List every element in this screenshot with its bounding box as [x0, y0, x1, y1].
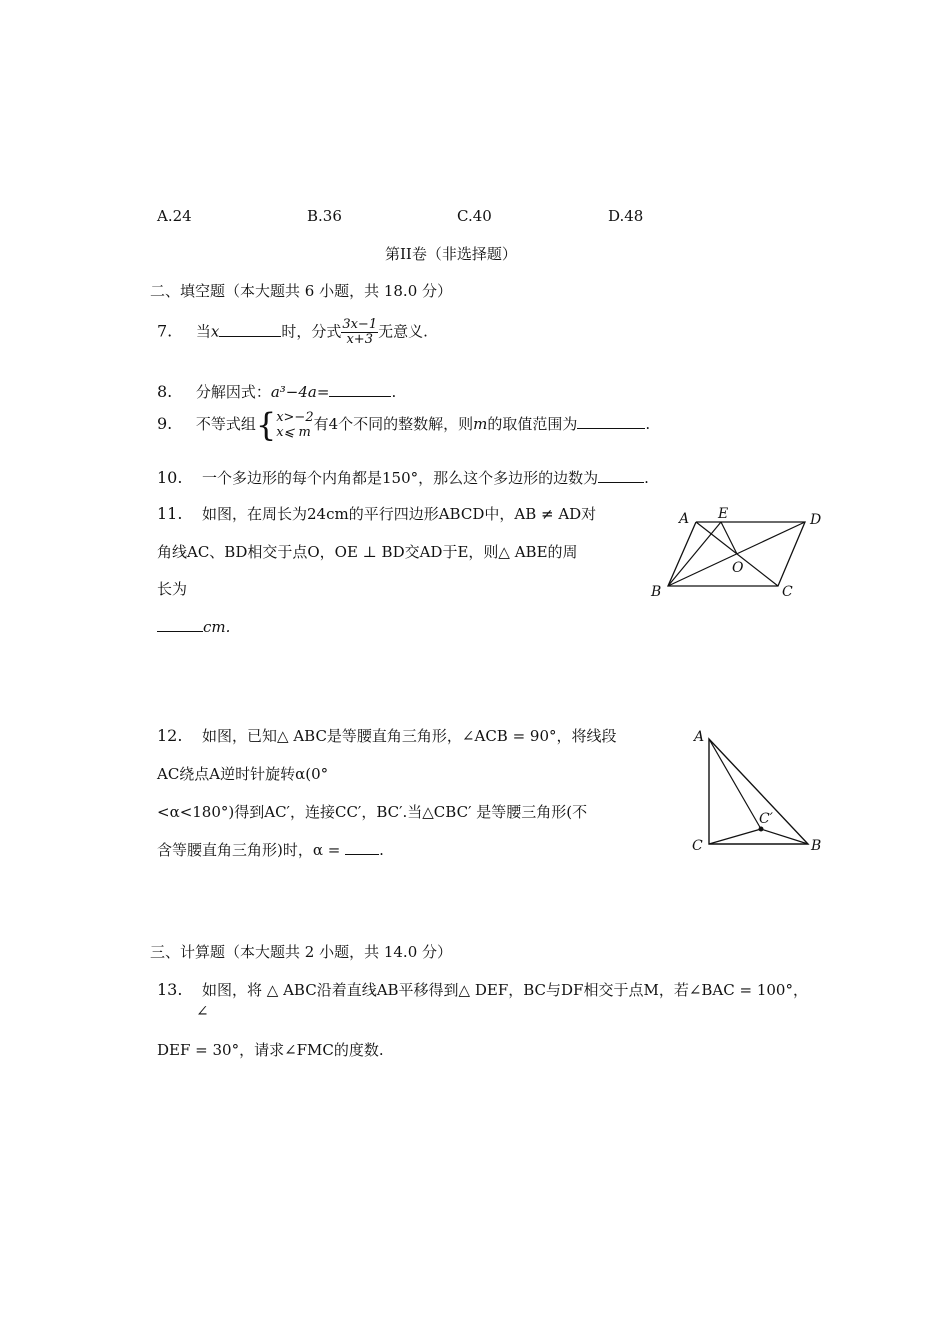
q12-label-a: A [694, 729, 705, 745]
q12-line2: AC绕点A逆时针旋转α(0° [157, 765, 329, 783]
q12-segment-ac2 [709, 739, 761, 829]
section3-heading: 三、计算题（本大题共 2 小题，共 14.0 分） [150, 943, 453, 961]
q10-number: 10. [157, 468, 183, 487]
q9-line1: x>−2 [276, 410, 314, 425]
q9-number: 9. [157, 414, 173, 433]
q12-line4 [157, 839, 384, 860]
question-7 [157, 318, 428, 347]
q8-number: 8. [157, 382, 173, 401]
q12-line1: 如图，已知△ ABC是等腰直角三角形，∠ACB = 90°，将线段 [202, 727, 617, 745]
q9-brace: { [255, 406, 277, 444]
option-c: C.40 [457, 207, 492, 225]
q12-label-c: C [692, 838, 703, 854]
q11-unit: cm. [203, 618, 231, 636]
q11-line2: 角线AC、BD相交于点O，OE ⊥ BD交AD于E，则△ ABE的周 [157, 543, 578, 561]
q7-numerator: 3x−1 [342, 317, 378, 332]
q11-label-b: B [651, 584, 662, 600]
option-d: D.48 [608, 207, 644, 225]
q12-point-c2 [759, 827, 764, 832]
q9-line2: x⩽ m [276, 425, 311, 440]
q11-line3: 长为 [157, 580, 188, 598]
q9-text-a: 不等式组 [195, 415, 256, 433]
part2-title: 第II卷（非选择题） [385, 245, 517, 263]
q12-label-c-prime: C′ [759, 811, 773, 827]
q8-text: 分解因式： [195, 383, 271, 401]
q11-label-a: A [679, 511, 690, 527]
q9-text-b: 有4个不同的整数解，则 [313, 415, 474, 433]
q11-answer-blank[interactable] [157, 617, 203, 632]
q7-denominator: x+3 [346, 332, 373, 347]
q11-number: 11. [157, 504, 183, 523]
q12-line3: <α<180°)得到AC′，连接CC′，BC′.当△CBC′ 是等腰三角形(不 [157, 803, 588, 821]
q10-text: 一个多边形的每个内角都是150°，那么这个多边形的边数为 [202, 469, 599, 487]
q7-var: x [210, 322, 220, 341]
q7-text-c: 无意义. [378, 322, 428, 341]
q13-number: 13. [157, 980, 183, 999]
question-9 [157, 406, 651, 444]
q13-line1-wrap: ∠ [196, 1002, 209, 1020]
q9-end: . [645, 415, 651, 433]
q7-text-a: 当 [195, 322, 211, 341]
question-10 [157, 467, 649, 488]
question-8 [157, 381, 396, 402]
q11-segment-be [668, 522, 721, 586]
q12-line4-text: 含等腰直角三角形)时，α = [157, 841, 346, 859]
q12-triangle-figure [685, 722, 835, 862]
q11-label-o: O [732, 560, 744, 576]
q7-text-b: 时，分式 [281, 322, 342, 341]
q12-answer-blank[interactable] [345, 840, 379, 855]
q12-end: . [379, 841, 384, 859]
q7-answer-blank[interactable] [219, 322, 281, 337]
q13-line1: 如图，将 △ ABC沿着直线AB平移得到△ DEF，BC与DF相交于点M，若∠BAC = 100°， [202, 981, 808, 999]
q12-triangle-abc [709, 739, 808, 844]
question-12 [157, 725, 617, 746]
q9-var: m [473, 415, 488, 433]
q7-fraction [341, 318, 378, 347]
question-11 [157, 503, 596, 524]
q12-label-b: B [811, 838, 822, 854]
q11-label-e: E [718, 506, 729, 522]
q11-segment-eo [721, 522, 737, 554]
q7-number: 7. [157, 321, 173, 341]
q8-answer-blank[interactable] [329, 382, 391, 397]
q10-answer-blank[interactable] [598, 468, 644, 483]
q11-line4 [157, 617, 230, 636]
q11-parallelogram-figure [645, 503, 845, 603]
section2-heading: 二、填空题（本大题共 6 小题，共 18.0 分） [150, 282, 453, 300]
q9-answer-blank[interactable] [577, 414, 645, 429]
question-13 [157, 979, 808, 1000]
q13-line2: DEF = 30°，请求∠FMC的度数. [157, 1041, 384, 1059]
q12-number: 12. [157, 726, 183, 745]
option-a: A.24 [157, 207, 192, 225]
q12-segment-cc2 [709, 829, 761, 844]
q11-label-d: D [810, 512, 822, 528]
q10-end: . [644, 469, 649, 487]
q11-label-c: C [782, 584, 793, 600]
q8-end: . [391, 383, 397, 401]
q11-line1: 如图，在周长为24cm的平行四边形ABCD中，AB ≠ AD对 [202, 505, 597, 523]
q9-system [276, 410, 313, 440]
option-b: B.36 [307, 207, 342, 225]
q8-expression: a³−4a= [270, 383, 330, 401]
q9-text-c: 的取值范围为 [487, 415, 578, 433]
